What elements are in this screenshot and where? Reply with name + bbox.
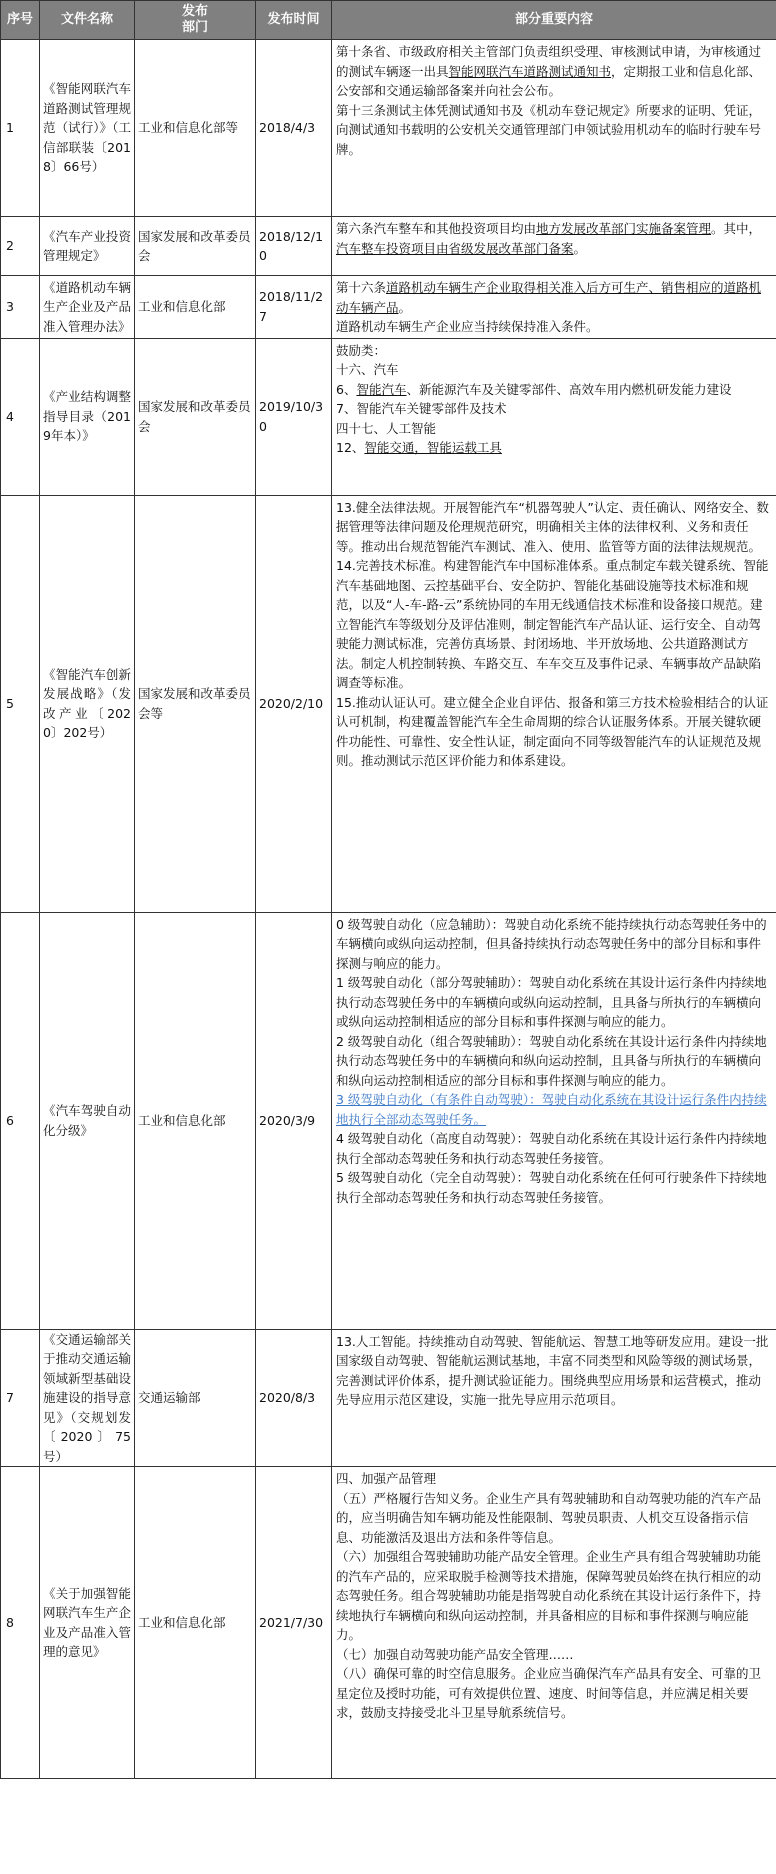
content-paragraph: 14.完善技术标准。构建智能汽车中国标准体系。重点制定车载关键系统、智能汽车基础地图、云控基础平台、安全防护、智能化基础设施等技术标准和规范，以及“人-车-路-云”系统协同的车用无线通信技术标准和设备接口规范。建立智能汽车等级划分及评估准则，制定智能汽车产品认证、运行安全、自动驾驶能力测试标准，完善仿真场景、封闭场地、半开放场地、公共道路测试方法。制定人机控制转换、车路交互、车车交互及事件记录、车辆事故产品缺陷调查等标准。: [336, 558, 769, 690]
content-paragraph: 十六、汽车: [336, 362, 399, 377]
row-num: 7: [1, 1329, 40, 1467]
header-dept-line1: 发布: [181, 4, 208, 19]
table-row: [1, 1329, 776, 1467]
content-underlined: 汽车整车投资项目由省级发展改革部门备案: [336, 240, 574, 256]
row-num: 2: [1, 217, 40, 276]
table-row: [1, 276, 776, 339]
row-dept: 国家发展和改革委员会等: [135, 495, 256, 912]
content-paragraph: 0 级驾驶自动化（应急辅助）：驾驶自动化系统不能持续执行动态驾驶任务中的车辆横向或纵向运动控制，但具备持续执行动态驾驶任务中的部分目标和事件探测与响应的能力。: [336, 916, 767, 971]
header-dept-line2: 部门: [181, 20, 208, 35]
row-name: 《产业结构调整指导目录（2019年本）》: [40, 338, 135, 495]
row-dept: 国家发展和改革委员会: [135, 338, 256, 495]
header-num: 序号: [1, 1, 40, 40]
content-text: 6、: [336, 381, 357, 397]
content-paragraph: （七）加强自动驾驶功能产品安全管理……: [336, 1646, 574, 1662]
content-paragraph: 道路机动车辆生产企业应当持续保持准入条件。: [336, 319, 599, 334]
content-underlined: 地方发展改革部门实施备案管理: [536, 221, 712, 236]
content-text: 12、: [336, 440, 365, 455]
row-name: 《关于加强智能网联汽车生产企业及产品准入管理的意见》: [40, 1467, 135, 1779]
content-paragraph: 4 级驾驶自动化（高度自动驾驶）：驾驶自动化系统在其设计运行条件内持续地执行全部动态驾驶任务和执行动态驾驶任务接管。: [336, 1131, 767, 1166]
row-date: 2018/12/10: [256, 217, 332, 276]
content-paragraph: [336, 380, 773, 400]
row-name: 《汽车驾驶自动化分级》: [40, 912, 135, 1329]
content-text: 第十六条: [336, 280, 387, 295]
row-date: 2021/7/30: [256, 1467, 332, 1779]
content-paragraph: （八）确保可靠的时空信息服务。企业应当确保汽车产品具有安全、可靠的卫星定位及授时功能，可有效提供位置、速度、时间等信息，并应满足相关要求，鼓励支持接受北斗卫星导航系统信号。: [336, 1666, 762, 1720]
row-content: [332, 1329, 776, 1467]
header-date: 发布时间: [256, 1, 332, 40]
row-date: 2019/10/30: [256, 338, 332, 495]
content-underlined: 道路机动车辆生产企业取得相关准入后方可生产、销售相应的道路机动车辆产品: [336, 280, 762, 315]
row-name: 《汽车产业投资管理规定》: [40, 217, 135, 276]
header-content: 部分重要内容: [332, 1, 776, 40]
content-paragraph: 5 级驾驶自动化（完全自动驾驶）：驾驶自动化系统在任何可行驶条件下持续地执行全部动态驾驶任务和执行动态驾驶任务接管。: [336, 1170, 767, 1205]
content-text: 第十条省、市级政府相关主管部门负责组织受理、审核测试申请，为审核通过的测试车辆逐一出具: [336, 44, 762, 79]
row-num: 4: [1, 338, 40, 495]
table-row: [1, 217, 776, 276]
row-num: 6: [1, 912, 40, 1329]
content-text: 第六条汽车整车和其他投资项目均由: [336, 221, 537, 236]
row-content: [332, 40, 776, 217]
content-paragraph: （五）严格履行告知义务。企业生产具有驾驶辅助和自动驾驶功能的汽车产品的，应当明确告知车辆功能及性能限制、驾驶员职责、人机交互设备指示信息、功能激活及退出方法和条件等信息。: [336, 1490, 762, 1545]
row-dept: 工业和信息化部等: [135, 40, 256, 217]
row-content: [332, 495, 776, 912]
row-content: [332, 338, 776, 495]
row-date: 2020/3/9: [256, 912, 332, 1329]
content-text: 、新能源汽车及关键零部件、高效车用内燃机研发能力建设: [406, 381, 732, 397]
content-paragraph: 7、智能汽车关键零部件及技术: [336, 401, 507, 416]
row-num: 8: [1, 1467, 40, 1779]
content-paragraph: 13.人工智能。持续推动自动驾驶、智能航运、智慧工地等研发应用。建设一批国家级自动驾驶、智能航运测试基地，丰富不同类型和风险等级的测试场景，完善测试评价体系，提升测试验证能力。围绕典型应用场景和运营模式，推动先导应用示范区建设，实施一批先导应用示范项目。: [336, 1333, 769, 1407]
header-name: 文件名称: [40, 1, 135, 40]
header-row: [1, 1, 776, 40]
row-date: 2018/11/27: [256, 276, 332, 339]
row-num: 5: [1, 495, 40, 912]
table-row: [1, 1467, 776, 1779]
row-num: 1: [1, 40, 40, 217]
row-dept: 交通运输部: [135, 1329, 256, 1467]
row-dept: 国家发展和改革委员会: [135, 217, 256, 276]
table-row: [1, 495, 776, 912]
content-paragraph: 第十三条测试主体凭测试通知书及《机动车登记规定》所要求的证明、凭证，向测试通知书载明的公安机关交通管理部门申领试验用机动车的临时行驶车号牌。: [336, 102, 762, 157]
row-content: [332, 1467, 776, 1779]
table-row: [1, 40, 776, 217]
row-dept: 工业和信息化部: [135, 1467, 256, 1779]
table-row: [1, 338, 776, 495]
row-name: 《交通运输部关于推动交通运输领域新型基础设施建设的指导意见》（交规划发〔2020〕75号）: [40, 1329, 135, 1467]
content-text: ，定期报工业和信息化部、公安部和交通运输部备案并向社会公布。: [336, 63, 762, 98]
content-underlined: 智能汽车: [356, 381, 407, 397]
row-num: 3: [1, 276, 40, 339]
row-content: [332, 217, 776, 276]
content-paragraph: [336, 278, 773, 317]
content-text: 。: [573, 240, 587, 256]
row-dept: 工业和信息化部: [135, 276, 256, 339]
content-paragraph: （六）加强组合驾驶辅助功能产品安全管理。企业生产具有组合驾驶辅助功能的汽车产品的，应采取脱手检测等技术措施，保障驾驶员始终在执行相应的动态驾驶任务。组合驾驶辅助功能是指驾驶自动化系统在其设计运行条件下，持续地执行车辆横向和纵向运动控制，并具备相应的目标和事件探测与响应能力。: [336, 1549, 762, 1642]
content-paragraph: 1 级驾驶自动化（部分驾驶辅助）：驾驶自动化系统在其设计运行条件内持续地执行动态驾驶任务中的车辆横向或纵向运动控制，且具备与所执行的车辆横向或纵向运动控制相适应的部分目标和事件探测与响应的能力。: [336, 975, 767, 1029]
content-paragraph: [336, 219, 773, 258]
content-paragraph: 四、加强产品管理: [336, 1471, 437, 1486]
row-date: 2020/8/3: [256, 1329, 332, 1467]
row-name: 《智能汽车创新发展战略》（发改产业〔2020〕202号）: [40, 495, 135, 912]
row-date: 2020/2/10: [256, 495, 332, 912]
content-paragraph: 四十七、人工智能: [336, 420, 437, 436]
content-underlined: 智能交通，智能运载工具: [364, 440, 502, 455]
row-dept: 工业和信息化部: [135, 912, 256, 1329]
row-name: 《智能网联汽车道路测试管理规范（试行）》（工信部联装〔2018〕66号）: [40, 40, 135, 217]
row-date: 2018/4/3: [256, 40, 332, 217]
header-dept: [135, 1, 256, 40]
content-paragraph: [336, 438, 773, 458]
content-paragraph: 2 级驾驶自动化（组合驾驶辅助）：驾驶自动化系统在其设计运行条件内持续地执行动态驾驶任务中的车辆横向和纵向运动控制，且具备与所执行的车辆横向和纵向运动控制相适应的部分目标和事件探测与响应的能力。: [336, 1033, 767, 1088]
table-row: [1, 912, 776, 1329]
row-name: 《道路机动车辆生产企业及产品准入管理办法》: [40, 276, 135, 339]
content-paragraph: 15.推动认证认可。建立健全企业自评估、报备和第三方技术检验相结合的认证认可机制，构建覆盖智能汽车全生命周期的综合认证服务体系。开展关键软硬件功能性、可靠性、安全性认证，制定面向不同等级智能汽车的认证规范及规则。推动测试示范区评价能力和体系建设。: [336, 694, 769, 768]
content-text: 。其中，: [711, 221, 762, 236]
row-content: [332, 912, 776, 1329]
content-paragraph: 13.健全法律法规。开展智能汽车“机器驾驶人”认定、责任确认、网络安全、数据管理等法律问题及伦理规范研究，明确相关主体的法律权利、义务和责任等。推动出台规范智能汽车测试、准入、使用、监管等方面的法律法规规范。: [336, 499, 769, 554]
content-underlined: 智能网联汽车道路测试通知书: [448, 63, 612, 79]
content-paragraph: 鼓励类：: [336, 342, 387, 358]
content-text: 。: [398, 299, 412, 315]
row-content: [332, 276, 776, 339]
content-paragraph: [336, 42, 773, 101]
content-paragraph-highlighted: 3 级驾驶自动化（有条件自动驾驶）：驾驶自动化系统在其设计运行条件内持续地执行全部动态驾驶任务。: [336, 1092, 767, 1127]
